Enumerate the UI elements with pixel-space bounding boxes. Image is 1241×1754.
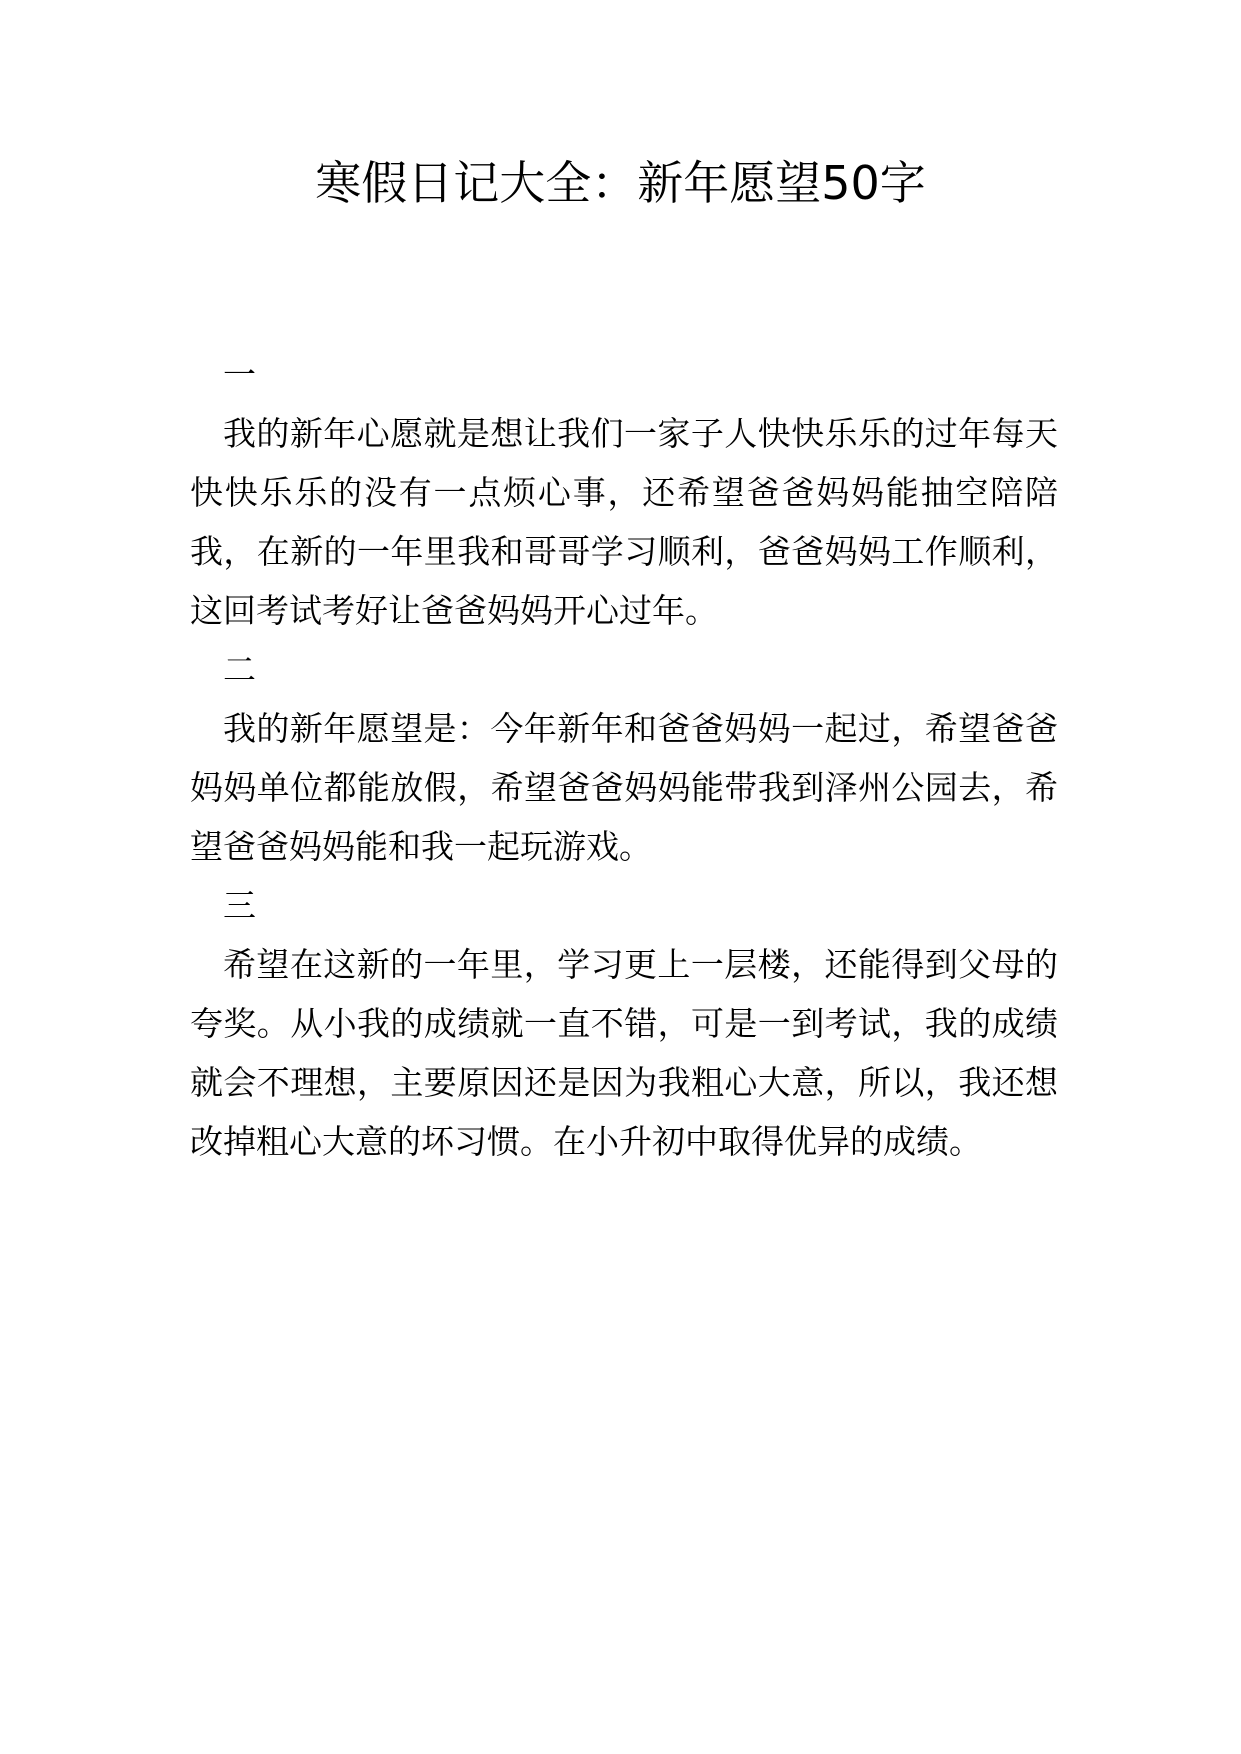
section-1 xyxy=(190,345,1058,640)
section-paragraph: 我的新年愿望是：今年新年和爸爸妈妈一起过，希望爸爸妈妈单位都能放假，希望爸爸妈妈能带我到泽州公园去，希望爸爸妈妈能和我一起玩游戏。 xyxy=(190,709,1058,866)
section-paragraph: 希望在这新的一年里，学习更上一层楼，还能得到父母的夸奖。从小我的成绩就一直不错，可是一到考试，我的成绩就会不理想，主要原因还是因为我粗心大意，所以，我还想改掉粗心大意的坏习惯。在小升初中取得优异的成绩。 xyxy=(190,945,1058,1161)
page-title: 寒假日记大全：新年愿望50字 xyxy=(315,156,926,210)
document-body xyxy=(190,345,1058,1171)
section-number: 一 xyxy=(223,355,256,394)
section-number: 二 xyxy=(223,650,256,689)
section-3 xyxy=(190,876,1058,1171)
section-2 xyxy=(190,640,1058,876)
section-paragraph: 我的新年心愿就是想让我们一家子人快快乐乐的过年每天快快乐乐的没有一点烦心事，还希望爸爸妈妈能抽空陪陪我，在新的一年里我和哥哥学习顺利，爸爸妈妈工作顺利，这回考试考好让爸爸妈妈开心过年。 xyxy=(190,414,1058,630)
section-number: 三 xyxy=(223,886,256,925)
